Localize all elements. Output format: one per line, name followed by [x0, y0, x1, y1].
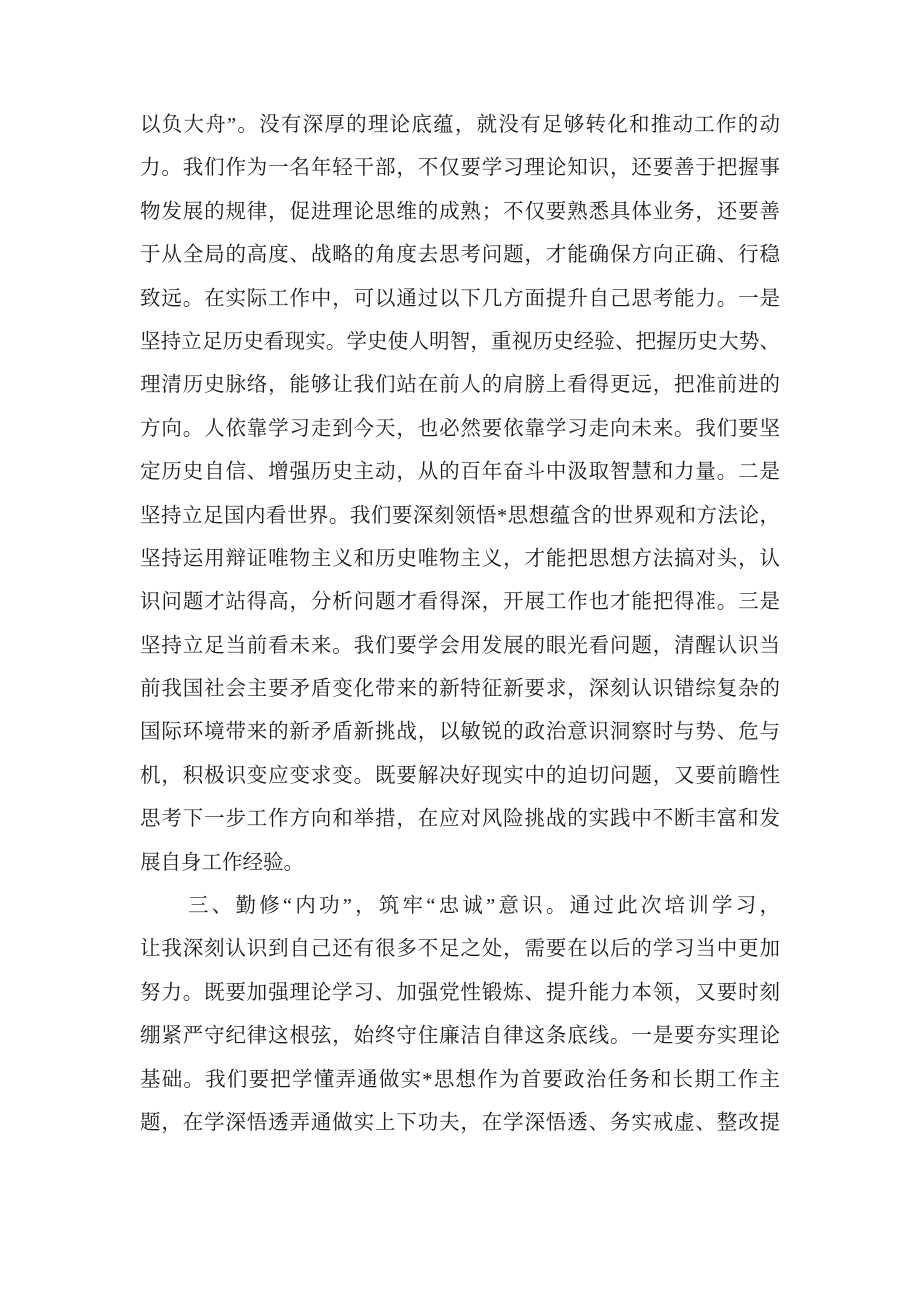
text-line: 物发展的规律，促进理论思维的成熟；不仅要熟悉具体业务，还要善	[140, 200, 780, 223]
text-line: 力。我们作为一名年轻干部，不仅要学习理论知识，还要善于把握事	[140, 157, 780, 180]
text-line: 理清历史脉络，能够让我们站在前人的肩膀上看得更远，把准前进的	[140, 374, 780, 397]
text-line: 三、勤修“内功”，筑牢“忠诚”意识。通过此次培训学习，	[188, 895, 780, 918]
text-line: 绷紧严守纪律这根弦，始终守住廉洁自律这条底线。一是要夯实理论	[140, 1025, 780, 1048]
text-line: 坚持立足国内看世界。我们要深刻领悟*思想蕴含的世界观和方法论，	[140, 504, 780, 527]
text-line: 坚持运用辩证唯物主义和历史唯物主义，才能把思想方法搞对头，认	[140, 547, 780, 570]
text-line: 前我国社会主要矛盾变化带来的新特征新要求，深刻认识错综复杂的	[140, 678, 780, 701]
paragraph	[140, 885, 780, 1145]
text-line: 以负大舟”。没有深厚的理论底蕴，就没有足够转化和推动工作的动	[140, 114, 780, 136]
text-line: 让我深刻认识到自己还有很多不足之处，需要在以后的学习当中更加	[140, 938, 780, 961]
text-line: 坚持立足当前看未来。我们要学会用发展的眼光看问题，清醒认识当	[140, 634, 780, 657]
text-line: 坚持立足历史看现实。学史使人明智，重视历史经验、把握历史大势、	[140, 330, 780, 353]
text-line: 题，在学深悟透弄通做实上下功夫，在学深悟透、务实戒虚、整改提	[140, 1111, 780, 1134]
text-line: 致远。在实际工作中，可以通过以下几方面提升自己思考能力。一是	[140, 287, 780, 310]
document-text	[140, 104, 780, 1145]
text-line: 思考下一步工作方向和举措，在应对风险挑战的实践中不断丰富和发	[140, 808, 780, 831]
text-line: 定历史自信、增强历史主动，从的百年奋斗中汲取智慧和力量。二是	[140, 461, 780, 484]
text-line: 国际环境带来的新矛盾新挑战，以敏锐的政治意识洞察时与势、危与	[140, 721, 780, 744]
text-line: 努力。既要加强理论学习、加强党性锻炼、提升能力本领，又要时刻	[140, 981, 780, 1004]
text-line: 机，积极识变应变求变。既要解决好现实中的迫切问题，又要前瞻性	[140, 764, 780, 787]
text-line: 基础。我们要把学懂弄通做实*思想作为首要政治任务和长期工作主	[140, 1068, 780, 1091]
text-line: 于从全局的高度、战略的角度去思考问题，才能确保方向正确、行稳	[140, 244, 780, 267]
paragraph	[140, 104, 780, 885]
text-line: 识问题才站得高，分析问题才看得深，开展工作也才能把得准。三是	[140, 591, 780, 614]
text-line: 展自身工作经验。	[140, 851, 304, 874]
text-line: 方向。人依靠学习走到今天，也必然要依靠学习走向未来。我们要坚	[140, 417, 780, 440]
